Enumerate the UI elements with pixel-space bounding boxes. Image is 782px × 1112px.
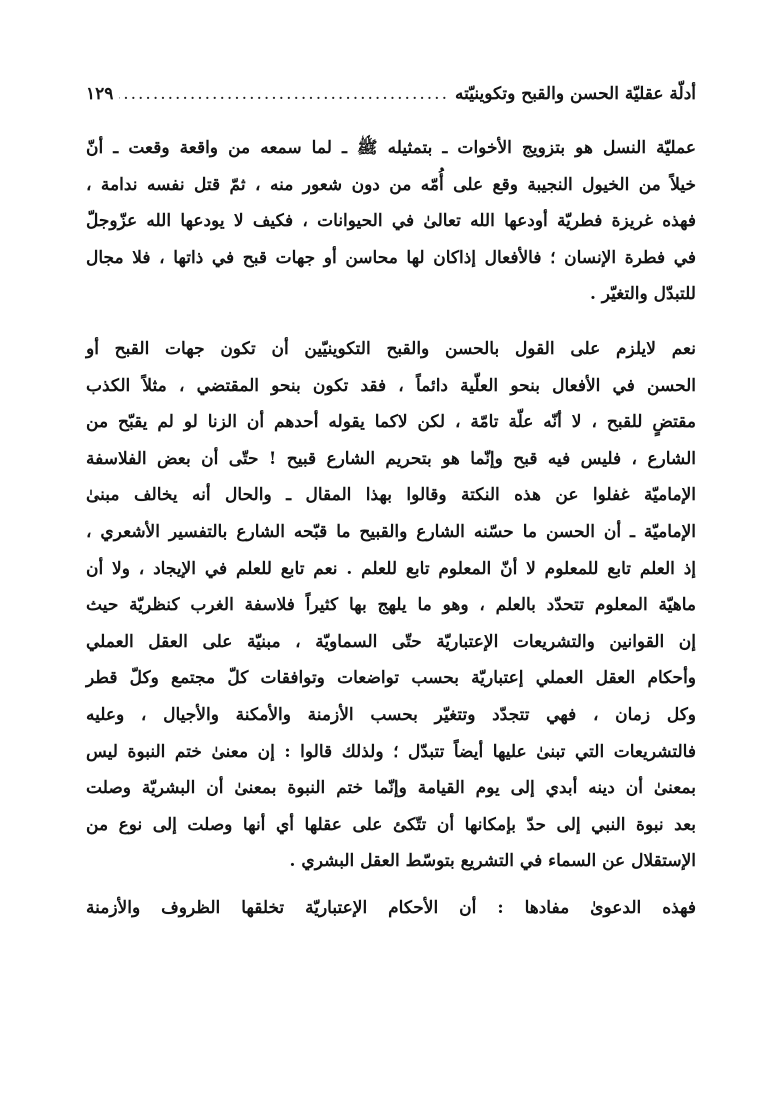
text-line: وأحكام العقل العملي إعتباريّة بحسب تواضعات وتوافقات كلّ مجتمع وكلّ قطر xyxy=(86,668,696,689)
text-line: فهذه الدعوىٰ مفادها : أن الأحكام الإعتباريّة تخلقها الظروف والأزمنة xyxy=(86,897,696,918)
paragraph-1 xyxy=(86,130,696,313)
text-line: فهذه غريزة فطريّة أودعها الله تعالىٰ في الحيوانات ، فكيف لا يودعها الله عزّوجلّ xyxy=(86,211,696,232)
page-header xyxy=(86,84,696,114)
text-line: للتبدّل والتغيّر . xyxy=(589,284,696,305)
text-line: الحسن في الأفعال بنحو العلّية دائماً ، فقد تكون بنحو المقتضي ، مثلاً الكذب xyxy=(86,375,696,396)
text-line: في فطرة الإنسان ؛ فالأفعال إذاكان لها محاسن أو جهات قبح في ذاتها ، فلا مجال xyxy=(86,247,696,268)
text-line: مقتضٍ للقبح ، لا أنّه علّة تامّة ، لكن لاكما يقوله أحدهم أن الزنا لو لم يقبّح من xyxy=(86,412,696,433)
running-title: أدلّة عقليّة الحسن والقبح وتكوينيّته xyxy=(454,84,696,104)
page-number: ١٢٩ xyxy=(86,84,114,104)
paragraph-2 xyxy=(86,331,696,880)
text-line: نعم لايلزم على القول بالحسن والقبح التكوينيّين أن تكون جهات القبح أو xyxy=(86,338,696,359)
text-line: بمعنىٰ أن دينه أبدي إلى يوم القيامة وإنّما ختم النبوة بمعنىٰ أن البشريّة وصلت xyxy=(86,778,696,799)
text-line: الشارع ، فليس فيه قبح وإنّما هو بتحريم الشارع قبيح ! حتّى أن بعض الفلاسفة xyxy=(86,448,696,469)
paragraph-gap xyxy=(86,313,696,331)
text-line: بعد نبوة النبي إلى حدّ بإمكانها أن تتّكئ على عقلها أي أنها وصلت إلى نوع من xyxy=(86,814,696,835)
text-line: إذ العلم تابع للمعلوم لا أنّ المعلوم تابع للعلم . نعم تابع للعلم في الإيجاد ، ولا أن xyxy=(86,558,696,579)
text-line: عمليّة النسل هو بتزويج الأخوات ـ بتمثيله ﷺ ـ لما سمعه من واقعة وقعت ـ أنّ xyxy=(86,138,696,158)
text-line: وكل زمان ، فهي تتجدّد وتتغيّر بحسب الأزمنة والأمكنة والأجيال ، وعليه xyxy=(86,704,696,725)
text-line: ماهيّة المعلوم تتحدّد بالعلم ، وهو ما يلهج بها كثيراً فلاسفة الغرب كنظريّة حيث xyxy=(86,595,696,616)
text-line: خيلاً من الخيول النجيبة وقع على أُمّه من دون شعور منه ، ثمّ قتل نفسه ندامة ، xyxy=(86,174,696,195)
paragraph-gap xyxy=(86,880,696,890)
header-leader-dots xyxy=(119,84,449,104)
text-line: الإماميّة غفلوا عن هذه النكتة وقالوا بهذا المقال ـ والحال أنه يخالف مبنىٰ xyxy=(86,485,696,506)
text-line: الإماميّة ـ أن الحسن ما حسّنه الشارع والقبيح ما قبّحه الشارع بالتفسير الأشعري ، xyxy=(86,521,696,542)
paragraph-3 xyxy=(86,890,696,927)
text-line: فالتشريعات التي تبنىٰ عليها أيضاً تتبدّل ؛ ولذلك قالوا : إن معنىٰ ختم النبوة ليس xyxy=(86,741,696,762)
body-text xyxy=(86,130,696,926)
text-line: إن القوانين والتشريعات الإعتباريّة حتّى السماويّة ، مبنيّة على العقل العملي xyxy=(86,631,696,652)
text-line: الإستقلال عن السماء في التشريع بتوسّط العقل البشري . xyxy=(289,851,696,872)
